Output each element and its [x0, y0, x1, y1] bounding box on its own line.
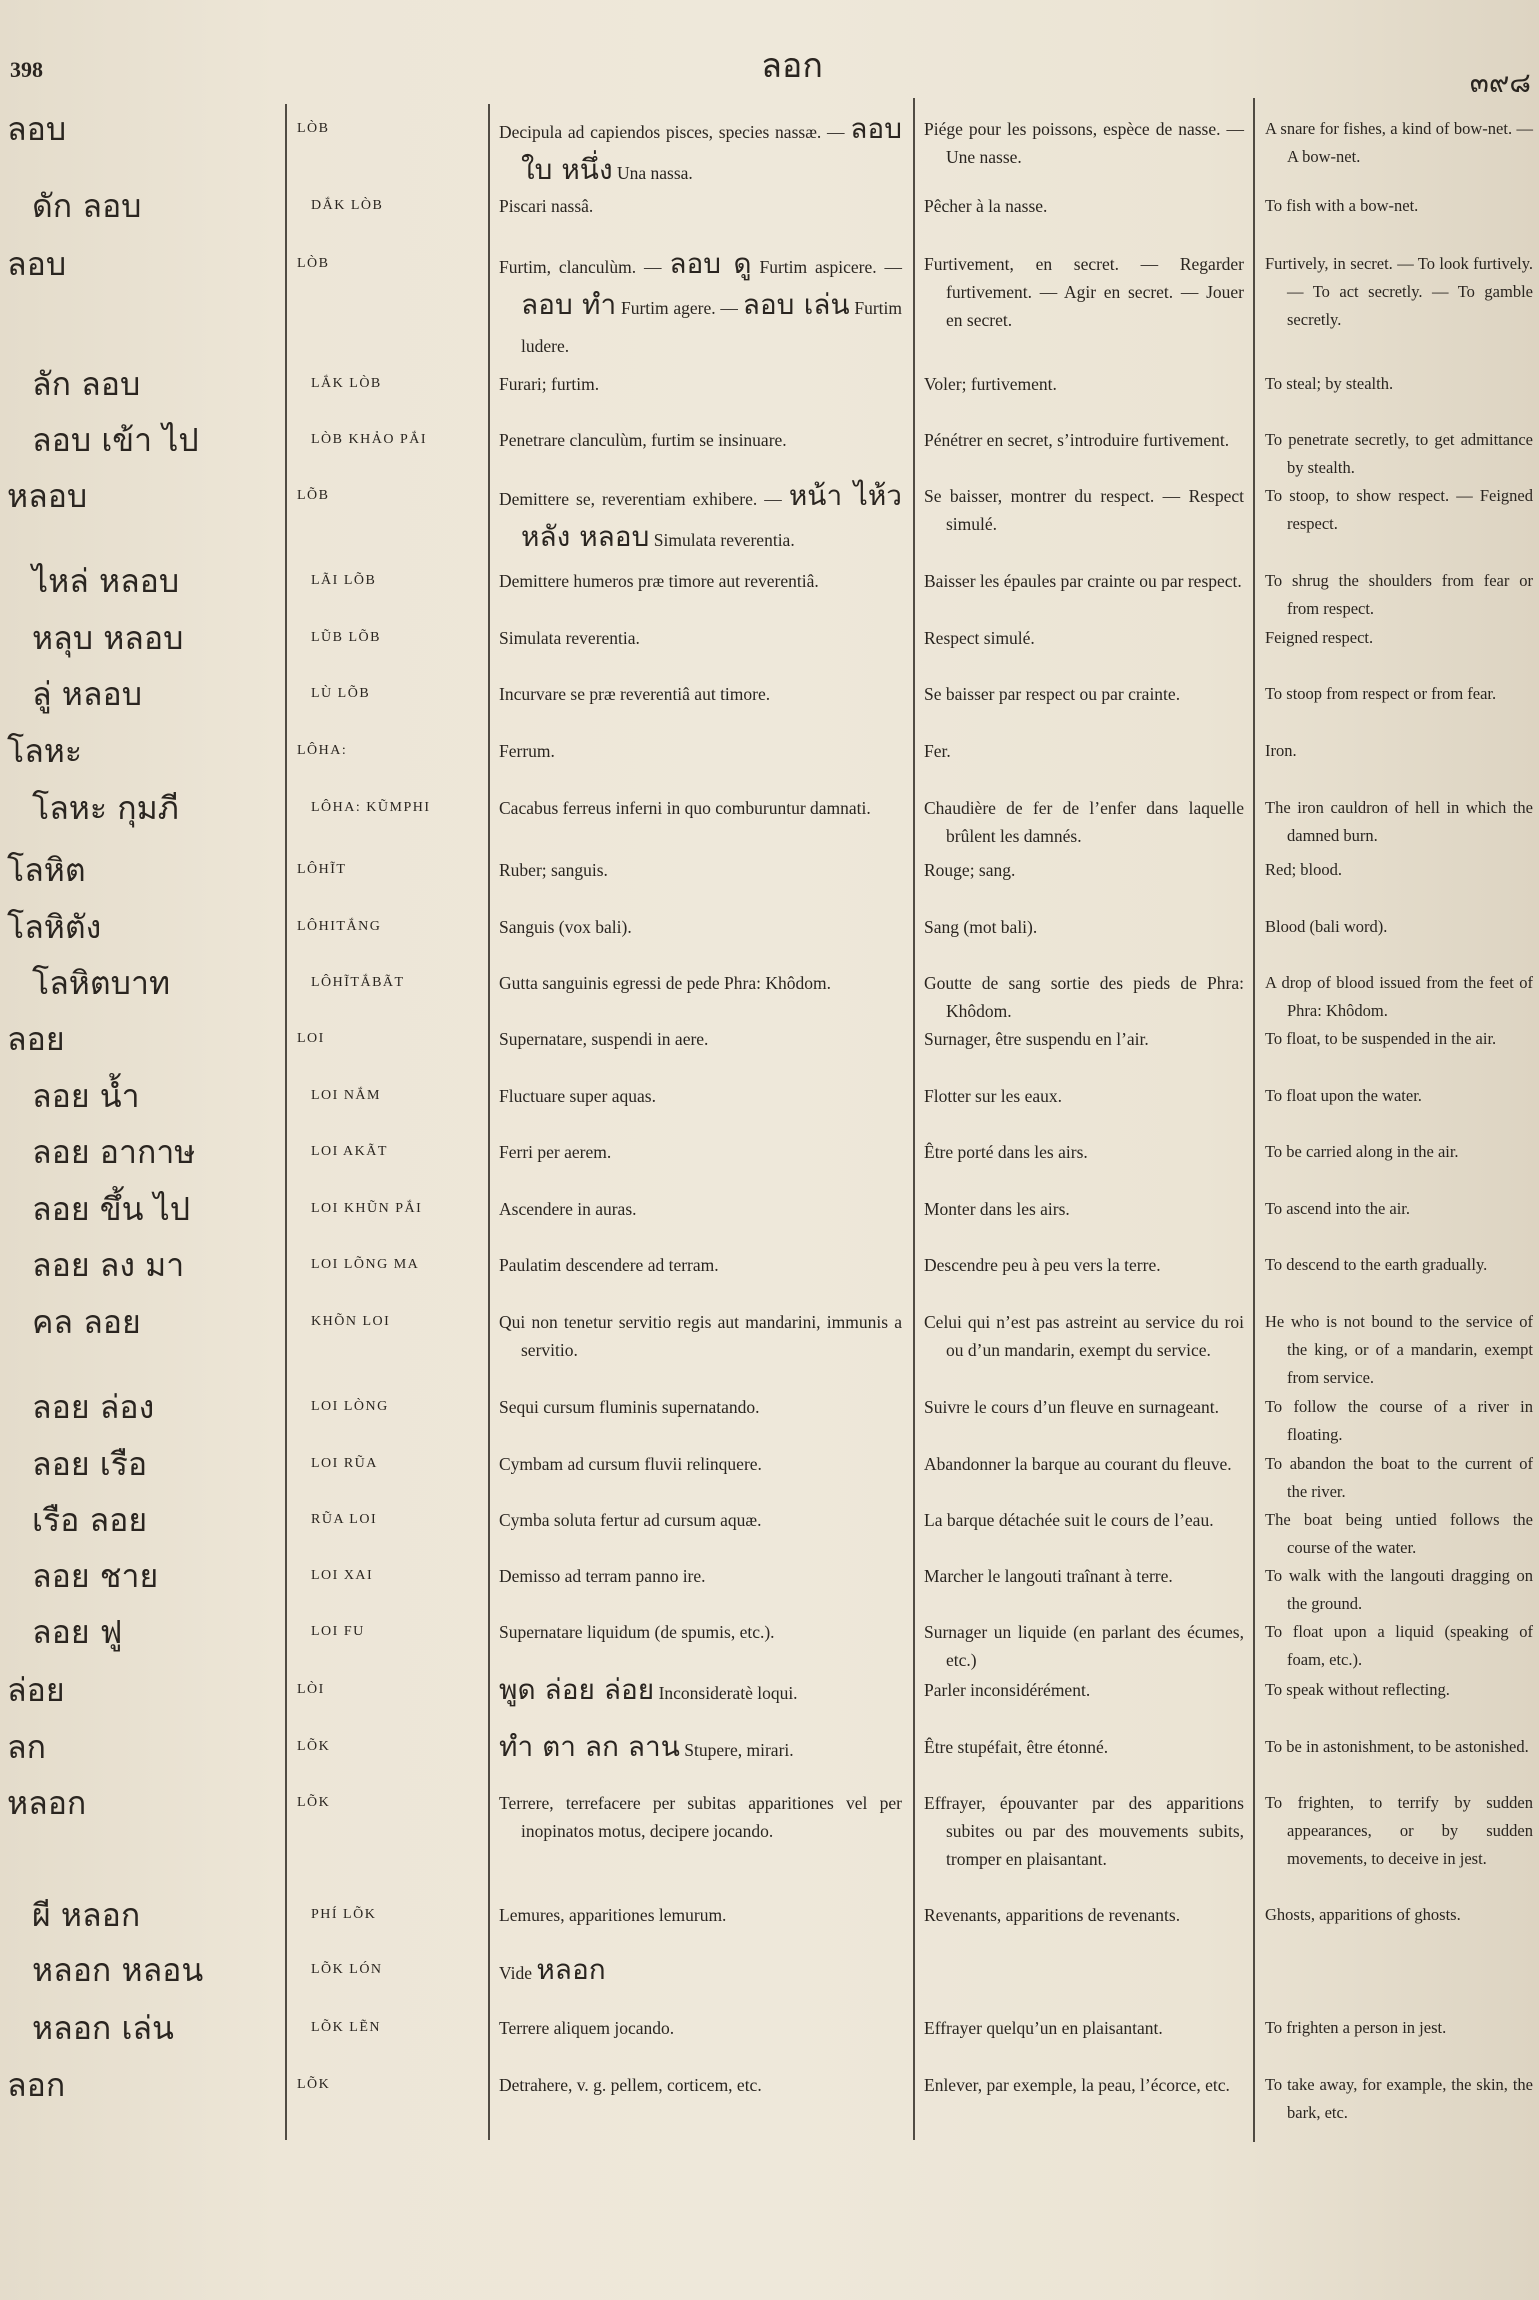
latin-text: Piscari nassâ.	[499, 196, 594, 216]
thai-headword: เรือ ลอย	[32, 1501, 148, 1539]
romanization: LÒB	[297, 121, 330, 136]
romanization: LÕB	[297, 488, 330, 503]
latin-definition	[489, 110, 914, 192]
thai-headword: ลอย ลง มา	[32, 1246, 185, 1284]
thai-headword: ลอบ เข้า ไป	[32, 421, 199, 459]
english-definition: To frighten a person in jest.	[1265, 2018, 1447, 2037]
thai-headword: ลอย ฟู	[32, 1613, 123, 1651]
romanization: LÕK	[297, 1739, 331, 1754]
english-definition: To float upon a liquid (speaking of foam, etc.).	[1265, 1622, 1533, 1669]
french-definition: Rouge; sang.	[924, 860, 1016, 880]
entry-row	[0, 732, 1539, 794]
latin-definition	[489, 1138, 914, 1166]
latin-definition	[489, 426, 914, 454]
french-definition: Furtivement, en secret. — Regarder furtivement. — Agir en secret. — Jouer en secret.	[924, 254, 1244, 330]
french-definition: Suivre le cours d’un fleuve en surnageant.	[924, 1397, 1219, 1417]
latin-text: Inconsideratè loqui.	[658, 1683, 798, 1703]
english-definition: To frighten, to terrify by sudden appearances, or by sudden movements, to deceive in jest.	[1265, 1793, 1533, 1868]
french-definition: Effrayer, épouvanter par des apparitions subites ou par des mouvements subits, tromper en plaisantant.	[924, 1793, 1244, 1869]
thai-headword: ลอย น้ำ	[32, 1077, 140, 1115]
thai-example: ลอบ เล่น	[742, 288, 850, 321]
latin-definition	[489, 245, 914, 365]
latin-definition	[489, 1789, 914, 1845]
thai-headword: คล ลอย	[32, 1303, 141, 1341]
english-definition: Furtively, in secret. — To look furtively. — To act secretly. — To gamble secretly.	[1265, 254, 1533, 329]
english-definition: Red; blood.	[1265, 860, 1342, 879]
romanization: LẮK LÒB	[311, 376, 382, 391]
subentry-row	[0, 187, 1539, 250]
romanization: LÕK LẼN	[311, 2020, 381, 2035]
subentry-row	[0, 421, 1539, 482]
latin-definition	[489, 913, 914, 941]
latin-text: Vide	[499, 1963, 532, 1983]
latin-definition	[489, 1506, 914, 1534]
entry-row	[0, 1784, 1539, 1901]
subentry-row	[0, 1303, 1539, 1393]
french-definition: Pénétrer en secret, s’introduire furtivement.	[924, 430, 1230, 450]
subentry-row	[0, 1190, 1539, 1251]
thai-example: ลอบ ดู	[669, 247, 752, 280]
latin-text: Stupere, mirari.	[684, 1740, 794, 1760]
english-definition: To float upon the water.	[1265, 1086, 1422, 1105]
english-definition: The iron cauldron of hell in which the damned burn.	[1265, 798, 1533, 845]
english-definition: To float, to be suspended in the air.	[1265, 1029, 1497, 1048]
entry-row	[0, 908, 1539, 969]
latin-text: Supernatare, suspendi in aere.	[499, 1029, 709, 1049]
french-definition: La barque détachée suit le cours de l’eau.	[924, 1510, 1214, 1530]
romanization: DẮK LÒB	[311, 198, 384, 213]
thai-headword: โลหิต	[7, 851, 86, 889]
latin-definition	[489, 1308, 914, 1364]
romanization: LOI LÕNG MA	[311, 1257, 420, 1272]
thai-headword: หลอบ	[7, 477, 88, 515]
french-definition: Piége pour les poissons, espèce de nasse. — Une nasse.	[924, 119, 1244, 167]
french-definition: Se baisser par respect ou par crainte.	[924, 684, 1181, 704]
thai-headword: ลก	[7, 1728, 46, 1766]
latin-definition	[489, 624, 914, 652]
french-definition: Goutte de sang sortie des pieds de Phra: Khôdom.	[924, 973, 1244, 1021]
subentry-row	[0, 1613, 1539, 1676]
latin-text: Ferri per aerem.	[499, 1142, 612, 1162]
latin-definition	[489, 1393, 914, 1421]
latin-text: Sanguis (vox bali).	[499, 917, 632, 937]
thai-example: หน้า ไห้ว หลัง หลอบ	[521, 479, 902, 553]
thai-headword: ลอย ขึ้น ไป	[32, 1190, 191, 1228]
latin-text: Simulata reverentia.	[499, 628, 640, 648]
thai-headword: หลอก	[7, 1784, 87, 1822]
latin-text: Cacabus ferreus inferni in quo comburuntur damnati.	[499, 798, 871, 818]
latin-text: Gutta sanguinis egressi de pede Phra: Khôdom.	[499, 973, 831, 993]
subentry-row	[0, 1388, 1539, 1450]
english-definition: To be carried along in the air.	[1265, 1142, 1459, 1161]
french-definition: Sang (mot bali).	[924, 917, 1038, 937]
latin-text: Penetrare clanculùm, furtim se insinuare.	[499, 430, 787, 450]
latin-definition	[489, 1671, 914, 1712]
english-definition: To stoop, to show respect. — Feigned respect.	[1265, 486, 1533, 533]
latin-text: Fluctuare super aquas.	[499, 1086, 656, 1106]
entry-row	[0, 1020, 1539, 1082]
entry-row	[0, 110, 1539, 192]
romanization: LŨB LÕB	[311, 630, 381, 645]
french-definition: Monter dans les airs.	[924, 1199, 1070, 1219]
latin-definition	[489, 1728, 914, 1769]
thai-headword: ลอก	[7, 2066, 66, 2104]
latin-text: Sequi cursum fluminis supernatando.	[499, 1397, 760, 1417]
french-definition: Marcher le langouti traînant à terre.	[924, 1566, 1173, 1586]
latin-definition	[489, 856, 914, 884]
latin-text: Qui non tenetur servitio regis aut mandarini, immunis a servitio.	[499, 1312, 902, 1360]
subentry-row	[0, 2009, 1539, 2071]
latin-definition	[489, 1251, 914, 1279]
latin-text: Ruber; sanguis.	[499, 860, 608, 880]
latin-text: Simulata reverentia.	[653, 530, 795, 550]
latin-definition	[489, 567, 914, 595]
french-definition: Descendre peu à peu vers la terre.	[924, 1255, 1161, 1275]
latin-definition	[489, 370, 914, 398]
latin-text: Una nassa.	[617, 163, 693, 183]
thai-headword: หลอก หลอน	[32, 1951, 204, 1989]
english-definition: He who is not bound to the service of the king, or of a mandarin, exempt from service.	[1265, 1312, 1533, 1387]
thai-headword: หลอก เล่น	[32, 2009, 174, 2047]
subentry-row	[0, 675, 1539, 737]
latin-text: Demisso ad terram panno ire.	[499, 1566, 706, 1586]
english-definition: The boat being untied follows the course of the water.	[1265, 1510, 1533, 1557]
latin-text: Furtim aspicere. —	[759, 257, 902, 277]
french-definition: Abandonner la barque au courant du fleuve.	[924, 1454, 1232, 1474]
romanization: LOI AKÃT	[311, 1144, 388, 1159]
latin-definition	[489, 2071, 914, 2099]
latin-text: Terrere, terrefacere per subitas apparitiones vel per inopinatos motus, decipere jocando.	[499, 1793, 902, 1841]
running-head: ลอก	[761, 46, 823, 86]
thai-headword: โลหะ กุมภี	[32, 789, 179, 827]
subentry-row	[0, 365, 1539, 426]
thai-example: ลอบ ทำ	[521, 288, 617, 321]
thai-headword: ลอย อากาษ	[32, 1133, 196, 1171]
english-definition: To descend to the earth gradually.	[1265, 1255, 1488, 1274]
romanization: PHÍ LÕK	[311, 1907, 377, 1922]
romanization: LOI XAI	[311, 1568, 374, 1583]
english-definition: To abandon the boat to the current of the river.	[1265, 1454, 1533, 1501]
english-definition: To take away, for example, the skin, the bark, etc.	[1265, 2075, 1533, 2122]
subentry-row	[0, 1896, 1539, 1956]
thai-headword: ลัก ลอบ	[32, 365, 141, 403]
latin-definition	[489, 969, 914, 997]
entry-row	[0, 477, 1539, 567]
romanization: LÕK	[297, 1795, 331, 1810]
english-definition: To speak without reflecting.	[1265, 1680, 1450, 1699]
thai-headword: โลหิตัง	[7, 908, 102, 946]
english-definition: To be in astonishment, to be astonished.	[1265, 1737, 1529, 1756]
french-definition: Flotter sur les eaux.	[924, 1086, 1063, 1106]
entry-list	[0, 110, 1539, 2131]
english-definition: To ascend into the air.	[1265, 1199, 1411, 1218]
latin-definition	[489, 1951, 914, 1992]
thai-headword: ลอย ชาย	[32, 1557, 159, 1595]
thai-headword: ลอย ล่อง	[32, 1388, 155, 1426]
romanization: LÒI	[297, 1682, 325, 1697]
romanization: LOI FU	[311, 1624, 365, 1639]
latin-text: Incurvare se præ reverentiâ aut timore.	[499, 684, 771, 704]
latin-text: Detrahere, v. g. pellem, corticem, etc.	[499, 2075, 762, 2095]
subentry-row	[0, 1246, 1539, 1308]
thai-example: หลอก	[536, 1953, 606, 1986]
subentry-row	[0, 1445, 1539, 1506]
romanization: LÒB	[297, 256, 330, 271]
thai-example: ลอบ ใบ หนึ่ง	[521, 112, 902, 186]
english-definition: A snare for fishes, a kind of bow-net. — A bow-net.	[1265, 119, 1533, 166]
latin-text: Furtim, clanculùm. —	[499, 257, 662, 277]
latin-definition	[489, 1195, 914, 1223]
entry-row	[0, 2066, 1539, 2131]
latin-definition	[489, 1025, 914, 1053]
french-definition: Parler inconsidérément.	[924, 1680, 1091, 1700]
english-definition: To steal; by stealth.	[1265, 374, 1394, 393]
subentry-row	[0, 964, 1539, 1025]
french-definition: Respect simulé.	[924, 628, 1035, 648]
english-definition: Blood (bali word).	[1265, 917, 1388, 936]
latin-definition	[489, 737, 914, 765]
latin-text: Furtim agere. —	[620, 298, 738, 318]
english-definition: To stoop from respect or from fear.	[1265, 684, 1497, 703]
subentry-row	[0, 789, 1539, 856]
latin-text: Ascendere in auras.	[499, 1199, 637, 1219]
french-definition: Être porté dans les airs.	[924, 1142, 1088, 1162]
romanization: LÙ LÕB	[311, 686, 371, 701]
entry-row	[0, 1671, 1539, 1733]
subentry-row	[0, 1077, 1539, 1138]
latin-text: Lemures, apparitiones lemurum.	[499, 1905, 727, 1925]
thai-headword: ลอบ	[7, 110, 67, 148]
thai-headword: ลู่ หลอบ	[32, 675, 143, 713]
subentry-row	[0, 1501, 1539, 1562]
latin-definition	[489, 1618, 914, 1646]
french-definition: Voler; furtivement.	[924, 374, 1057, 394]
english-definition: A drop of blood issued from the feet of Phra: Khôdom.	[1265, 973, 1533, 1020]
french-definition: Celui qui n’est pas astreint au service du roi ou d’un mandarin, exempt du service.	[924, 1312, 1244, 1360]
latin-text: Cymba soluta fertur ad cursum aquæ.	[499, 1510, 762, 1530]
subentry-row	[0, 1133, 1539, 1195]
entry-row	[0, 245, 1539, 370]
thai-headword: ลอบ	[7, 245, 67, 283]
latin-text: Demittere se, reverentiam exhibere. —	[499, 489, 782, 509]
entry-row	[0, 851, 1539, 913]
subentry-row	[0, 562, 1539, 624]
french-definition: Se baisser, montrer du respect. — Respect simulé.	[924, 486, 1244, 534]
latin-definition	[489, 1450, 914, 1478]
latin-text: Demittere humeros præ timore aut reverentiâ.	[499, 571, 819, 591]
thai-example: พูด ล่อย ล่อย	[499, 1673, 655, 1706]
french-definition: Être stupéfait, être étonné.	[924, 1737, 1109, 1757]
latin-definition	[489, 794, 914, 822]
romanization: KHÕN LOI	[311, 1314, 391, 1329]
latin-text: Cymbam ad cursum fluvii relinquere.	[499, 1454, 762, 1474]
subentry-row	[0, 1557, 1539, 1618]
english-definition: To shrug the shoulders from fear or from respect.	[1265, 571, 1533, 618]
latin-definition	[489, 1562, 914, 1590]
thai-headword: ผี หลอก	[32, 1896, 141, 1934]
french-definition: Revenants, apparitions de revenants.	[924, 1905, 1181, 1925]
english-definition: Feigned respect.	[1265, 628, 1374, 647]
latin-definition	[489, 2014, 914, 2042]
romanization: LOI LÒNG	[311, 1399, 389, 1414]
romanization: LÒB KHẢO PẮI	[311, 432, 427, 447]
romanization: LOI NẮM	[311, 1088, 381, 1103]
thai-headword: ลอย	[7, 1020, 65, 1058]
thai-headword: ดัก ลอบ	[32, 187, 142, 225]
thai-headword: โลหะ	[7, 732, 83, 770]
thai-example: ทำ ตา ลก ลาน	[499, 1730, 680, 1763]
subentry-row	[0, 619, 1539, 680]
french-definition: Surnager un liquide (en parlant des écumes, etc.)	[924, 1622, 1244, 1670]
thai-headword: ไหล่ หลอบ	[32, 562, 180, 600]
romanization: LOI KHŨN PẮI	[311, 1201, 423, 1216]
romanization: LOI	[297, 1031, 325, 1046]
subentry-row	[0, 1951, 1539, 2014]
french-definition: Fer.	[924, 741, 951, 761]
latin-text: Paulatim descendere ad terram.	[499, 1255, 719, 1275]
english-definition: Ghosts, apparitions of ghosts.	[1265, 1905, 1461, 1924]
romanization: LOI RŨA	[311, 1456, 378, 1471]
french-definition: Surnager, être suspendu en l’air.	[924, 1029, 1149, 1049]
english-definition: To walk with the langouti dragging on the ground.	[1265, 1566, 1533, 1613]
english-definition: To follow the course of a river in floating.	[1265, 1397, 1533, 1444]
page-number-thai: ๓๙๘	[1469, 66, 1531, 99]
latin-definition	[489, 1082, 914, 1110]
french-definition: Chaudière de fer de l’enfer dans laquelle brûlent les damnés.	[924, 798, 1244, 846]
latin-text: Supernatare liquidum (de spumis, etc.).	[499, 1622, 775, 1642]
romanization: LÔHA: KŨMPHI	[311, 800, 431, 815]
thai-headword: หลุบ หลอบ	[32, 619, 184, 657]
romanization: LÕK	[297, 2077, 331, 2092]
latin-text: Ferrum.	[499, 741, 555, 761]
romanization: LÔHITẮNG	[297, 919, 382, 934]
latin-text: Terrere aliquem jocando.	[499, 2018, 675, 2038]
romanization: LÕK LÓN	[311, 1962, 383, 1977]
french-definition: Enlever, par exemple, la peau, l’écorce, etc.	[924, 2075, 1230, 2095]
latin-text: Furari; furtim.	[499, 374, 600, 394]
french-definition: Baisser les épaules par crainte ou par respect.	[924, 571, 1242, 591]
english-definition: To penetrate secretly, to get admittance by stealth.	[1265, 430, 1533, 477]
romanization: LÔHĨTẮBÃT	[311, 975, 405, 990]
page-number: 398	[10, 57, 43, 82]
romanization: LÃI LÕB	[311, 573, 377, 588]
english-definition: To fish with a bow-net.	[1265, 196, 1419, 215]
latin-definition	[489, 680, 914, 708]
thai-headword: ลอย เรือ	[32, 1445, 148, 1483]
romanization: RŨA LOI	[311, 1512, 378, 1527]
entry-row	[0, 1728, 1539, 1789]
romanization: LÔHA:	[297, 743, 348, 758]
romanization: LÔHĨT	[297, 862, 347, 877]
thai-headword: โลหิตบาท	[32, 964, 171, 1002]
latin-text: Decipula ad capiendos pisces, species nassæ. —	[499, 122, 845, 142]
latin-definition	[489, 477, 914, 559]
thai-headword: ล่อย	[7, 1671, 65, 1709]
latin-definition	[489, 192, 914, 220]
french-definition: Pêcher à la nasse.	[924, 196, 1048, 216]
french-definition: Effrayer quelqu’un en plaisantant.	[924, 2018, 1163, 2038]
latin-definition	[489, 1901, 914, 1929]
english-definition: Iron.	[1265, 741, 1297, 760]
latin-text: Furtim ludere.	[521, 298, 903, 356]
